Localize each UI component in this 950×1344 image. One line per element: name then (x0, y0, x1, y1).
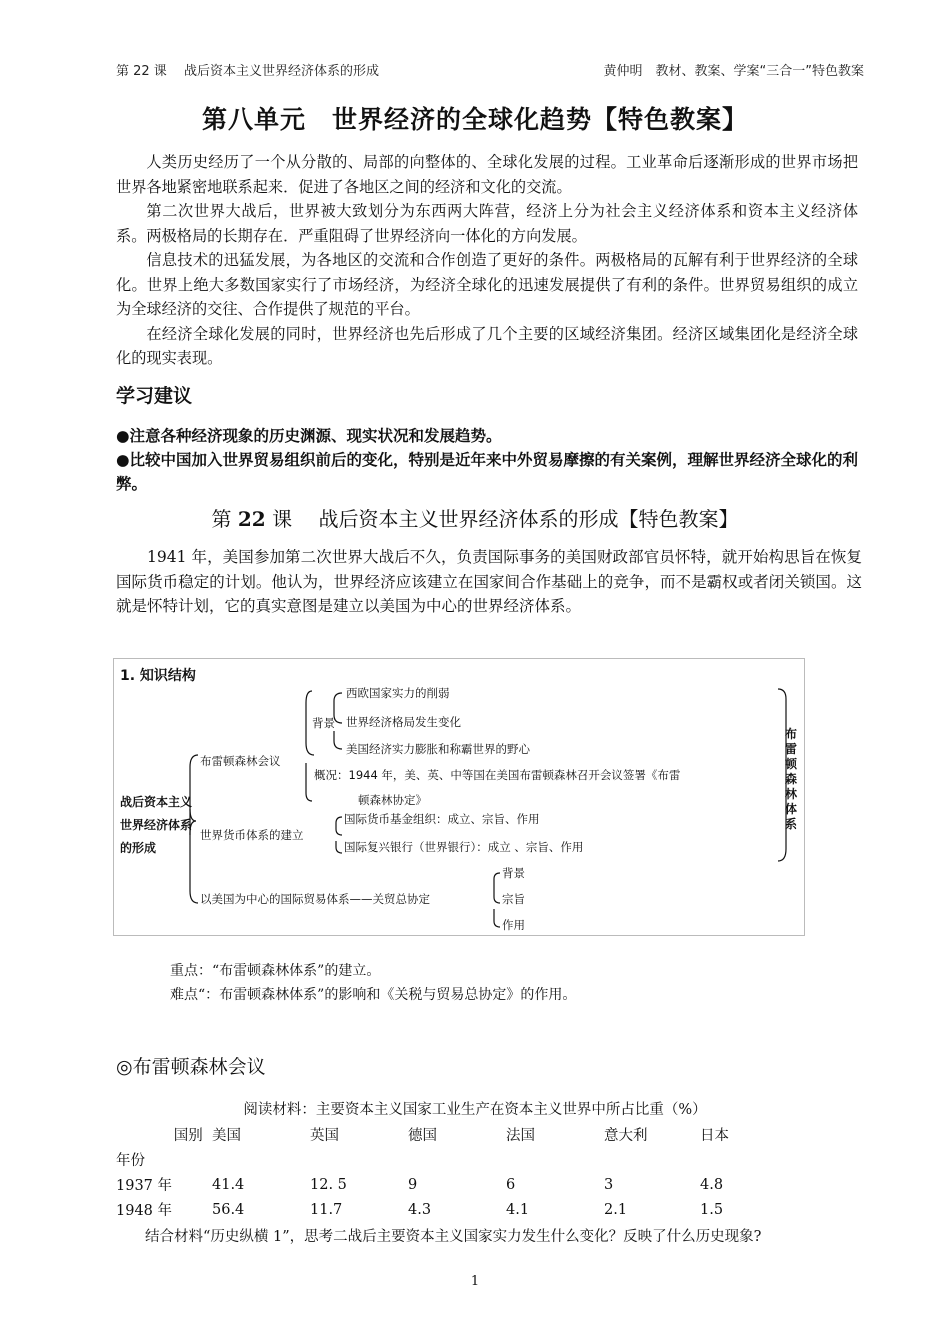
table-cell: 3 (604, 1176, 614, 1193)
diagram-title: 1. 知识结构 (120, 668, 196, 684)
monetary-item: 国际货币基金组织：成立、宗旨、作用 (344, 812, 540, 826)
trade-item: 背景 (502, 866, 525, 880)
table-header-cell: 日本 (700, 1128, 729, 1144)
intro-paragraph: 第二次世界大战后，世界被大致划分为东西两大阵营，经济上分为社会主义经济体系和资本主义经济体系。两极格局的长期存在．严重阻碍了世界经济向一体化的方向发展。 (116, 202, 858, 245)
table-cell: 2.1 (604, 1201, 628, 1218)
table-cell-year: 1937 年 (116, 1178, 173, 1194)
page-number: 1 (470, 1274, 480, 1289)
branch-monetary-system: 世界货币体系的建立 (200, 828, 304, 842)
table-cell: 11.7 (310, 1201, 343, 1218)
table-cell: 4.3 (408, 1201, 432, 1218)
study-item: ●比较中国加入世界贸易组织前后的变化，特别是近年来中外贸易摩擦的有关案例，理解世界经济全球化的利弊。 (116, 451, 859, 493)
unit-intro (116, 150, 858, 371)
table-cell: 1.5 (700, 1201, 724, 1218)
table-row (116, 1197, 760, 1222)
monetary-item: 国际复兴银行（世界银行）：成立 、宗旨、作用 (344, 840, 584, 854)
table-header-cell: 英国 (310, 1128, 339, 1144)
intro-paragraph: 在经济全球化发展的同时，世界经济也先后形成了几个主要的区域经济集团。经济区域集团化是经济全球化的现实表现。 (116, 324, 858, 367)
table-row (116, 1172, 760, 1197)
table-header-cell: 德国 (408, 1128, 437, 1144)
table-header-cell: 意大利 (604, 1128, 648, 1144)
study-item: ●注意各种经济现象的历史渊源、现实状况和发展趋势。 (116, 427, 502, 445)
branch-trade-system: 以美国为中心的国际贸易体系——关贸总协定 (200, 892, 430, 906)
background-label: 背景 (312, 716, 335, 730)
table-cell: 56.4 (212, 1201, 245, 1218)
table-cell: 4.1 (506, 1201, 530, 1218)
table-cell: 9 (408, 1176, 418, 1193)
difficult-point: 难点“：布雷顿森林体系”的影响和《关税与贸易总协定》的作用。 (170, 987, 577, 1003)
knowledge-structure-diagram (113, 658, 805, 936)
table-cell: 12. 5 (310, 1176, 347, 1193)
reading-title: 阅读材料：主要资本主义国家工业生产在资本主义世界中所占比重（%） (243, 1102, 707, 1118)
table-cell-year: 1948 年 (116, 1203, 173, 1219)
table-header-cell: 法国 (506, 1128, 535, 1144)
unit-title: 第八单元 世界经济的全球化趋势【特色教案】 (201, 105, 748, 134)
diagram-root: 战后资本主义世界经济体系的形成 (120, 795, 193, 855)
section-title: ◎布雷顿森林会议 (116, 1056, 266, 1078)
table-cell: 41.4 (212, 1176, 245, 1193)
table-cell: 4.8 (700, 1176, 724, 1193)
header-left: 第 22 课 战后资本主义世界经济体系的形成 (116, 64, 379, 79)
table-head-country: 国别 (173, 1128, 203, 1144)
trade-item: 宗旨 (502, 892, 525, 906)
question: 结合材料“历史纵横 1”，思考二战后主要资本主义国家实力发生什么变化？反映了什么历史现象? (145, 1229, 762, 1245)
overview-line: 顿森林协定》 (358, 793, 427, 807)
industrial-share-table (116, 1122, 760, 1222)
branch-bretton-woods: 布雷顿森林会议 (200, 754, 281, 768)
lesson-title-prefix: 第 (211, 507, 238, 531)
study-heading: 学习建议 (116, 385, 193, 407)
lesson-title-text: 课 战后资本主义世界经济体系的形成【特色教案】 (265, 507, 739, 531)
table-header-row (116, 1122, 760, 1147)
intro-paragraph: 人类历史经历了一个从分散的、局部的向整体的、全球化发展的过程。工业革命后逐渐形成的世界市场把世界各地紧密地联系起来．促进了各地区之间的经济和文化的交流。 (116, 153, 858, 196)
table-year-row (116, 1147, 760, 1172)
header-right: 黄仲明 教材、教案、学案“三合一”特色教案 (603, 64, 864, 79)
table-cell: 6 (506, 1176, 516, 1193)
table-head-year: 年份 (116, 1153, 145, 1169)
background-item: 美国经济实力膨胀和称霸世界的野心 (346, 742, 530, 756)
background-item: 西欧国家实力的削弱 (346, 686, 450, 700)
study-list (116, 424, 864, 496)
table-header-cell: 美国 (212, 1128, 241, 1144)
lesson-title (0, 503, 950, 532)
lesson-intro: 1941 年，美国参加第二次世界大战后不久，负责国际事务的美国财政部官员怀特，就开始构思旨在恢复国际货币稳定的计划。他认为，世界经济应该建立在国家间合作基础上的竞争，而不是霸权或者闭关锁国。这就是怀特计划，它的真实意图是建立以美国为中心的世界经济体系。 (116, 548, 862, 615)
key-point: 重点：“布雷顿森林体系”的建立。 (170, 963, 381, 979)
intro-paragraph: 信息技术的迅猛发展，为各地区的交流和合作创造了更好的条件。两极格局的瓦解有利于世界经济的全球化。世界上绝大多数国家实行了市场经济，为经济全球化的迅速发展提供了有利的条件。世界贸易组织的成立为全球经济的交往、合作提供了规范的平台。 (116, 251, 858, 318)
lesson-number: 22 (237, 507, 266, 531)
bretton-woods-system-label: 布雷顿森林体系 (784, 727, 797, 831)
trade-item: 作用 (502, 918, 525, 932)
overview-line: 概况：1944 年，美、英、中等国在美国布雷顿森林召开会议签署《布雷 (314, 768, 681, 782)
background-item: 世界经济格局发生变化 (346, 715, 461, 729)
